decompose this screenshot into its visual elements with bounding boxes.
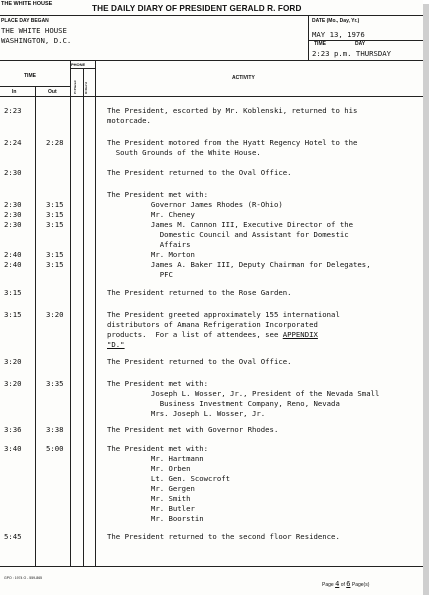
entry-activity-line: The President met with:: [107, 379, 209, 388]
entry-activity-line: Mr. Butler: [107, 504, 195, 513]
out-column-header: Out: [48, 89, 57, 95]
header-rule-top: [0, 15, 423, 16]
entry-time-in: 3:20: [4, 357, 22, 366]
entry-time-in: 3:40: [4, 444, 22, 453]
time-column-header: TIME: [24, 73, 36, 79]
entry-activity-line: [107, 340, 125, 351]
time-phone-divider: [70, 60, 71, 566]
entry-activity-line: Lt. Gen. Scowcroft: [107, 474, 231, 483]
entry-activity-line: Domestic Council and Assistant for Domestic: [107, 230, 349, 239]
entry-time-in: 2:30: [4, 200, 22, 209]
gpo-print-code: GPO : 1974 O - 559-865: [4, 576, 43, 580]
entry-activity-line: Mr. Morton: [107, 250, 195, 259]
entry-activity-line: Mr. Boorstin: [107, 514, 204, 523]
of-word: of: [340, 582, 345, 588]
header-rule-bottom: [0, 60, 423, 61]
place-label: PLACE DAY BEGAN: [1, 18, 49, 24]
entry-time-out: 5:00: [46, 444, 64, 453]
activity-column-header: ACTIVITY: [232, 75, 255, 81]
entry-time-out: 3:15: [46, 220, 64, 229]
entry-activity-line: South Grounds of the White House.: [107, 148, 261, 157]
column-header-rule: [0, 96, 423, 97]
entry-activity-line: The President met with:: [107, 444, 209, 453]
entry-activity-line: The President, escorted by Mr. Koblenski, returned to his: [107, 106, 358, 115]
entry-time-in: 3:20: [4, 379, 22, 388]
date-label: DATE (Mo., Day, Yr.): [312, 18, 360, 24]
attendee-note: products. For a list of attendees, see: [107, 330, 283, 339]
in-column-header: In: [12, 89, 17, 95]
entry-activity-line: PFC: [107, 270, 173, 279]
entry-time-out: 3:35: [46, 379, 64, 388]
entry-time-in: 2:30: [4, 210, 22, 219]
entry-activity-line: The President returned to the second floor Residence.: [107, 532, 340, 541]
diary-title: THE DAILY DIARY OF PRESIDENT GERALD R. FORD: [92, 4, 302, 13]
agency-label: THE WHITE HOUSE: [1, 1, 53, 7]
entry-activity-line: [107, 330, 318, 341]
date-value: MAY 13, 1976: [312, 30, 365, 39]
day-label: DAY: [355, 41, 366, 47]
entry-time-out: 3:15: [46, 260, 64, 269]
entry-activity-line: The President returned to the Oval Office.: [107, 357, 292, 366]
page-total: 6: [346, 580, 351, 588]
in-out-divider: [35, 86, 36, 566]
entry-activity-line: James A. Baker III, Deputy Chairman for Delegates,: [107, 260, 371, 269]
pages-word: Page(s): [351, 582, 370, 588]
entry-time-in: 3:15: [4, 310, 22, 319]
entry-time-out: 3:15: [46, 210, 64, 219]
entry-activity-line: Mrs. Joseph L. Wosser, Jr.: [107, 409, 266, 418]
entry-activity-line: Business Investment Company, Reno, Nevada: [107, 399, 340, 408]
entry-activity-line: Mr. Orben: [107, 464, 191, 473]
entry-activity-line: The President returned to the Oval Office.: [107, 168, 292, 177]
entry-time-in: 5:45: [4, 532, 22, 541]
page-counter: [322, 580, 369, 588]
entry-activity-line: The President met with:: [107, 190, 209, 199]
entry-activity-line: Governor James Rhodes (R-Ohio): [107, 200, 283, 209]
entry-time-in: 3:36: [4, 425, 22, 434]
entry-activity-line: Mr. Hartmann: [107, 454, 204, 463]
placed-label: P=Placed: [73, 80, 77, 94]
appendix-link-letter[interactable]: "D.": [107, 340, 125, 349]
entry-time-in: 2:24: [4, 138, 22, 147]
entry-activity-line: The President returned to the Rose Garden.: [107, 288, 292, 297]
time-label: TIME: [314, 41, 326, 47]
entry-activity-line: Joseph L. Wosser, Jr., President of the Nevada Small: [107, 389, 380, 398]
place-line-1: THE WHITE HOUSE: [1, 26, 67, 35]
entry-time-out: 3:20: [46, 310, 64, 319]
entry-time-out: 3:15: [46, 250, 64, 259]
entry-activity-line: The President greeted approximately 155 international: [107, 310, 340, 319]
entry-activity-line: James M. Cannon III, Executive Director of the: [107, 220, 354, 229]
entry-activity-line: Mr. Smith: [107, 494, 191, 503]
entry-activity-line: Mr. Cheney: [107, 210, 195, 219]
entry-time-in: 2:40: [4, 250, 22, 259]
entry-time-in: 2:23: [4, 106, 22, 115]
page-word: Page: [322, 582, 334, 588]
entry-activity-line: Affairs: [107, 240, 191, 249]
entry-activity-line: motorcade.: [107, 116, 151, 125]
phone-column-header: PHONE: [71, 62, 86, 67]
place-line-2: WASHINGTON, D.C.: [1, 36, 72, 45]
entry-time-in: 2:40: [4, 260, 22, 269]
phone-split-divider: [83, 68, 84, 566]
page-shadow: [423, 4, 429, 595]
received-label: R=Rec'd: [84, 82, 88, 94]
table-bottom-rule: [0, 566, 423, 567]
entry-time-in: 2:30: [4, 168, 22, 177]
entry-time-in: 3:15: [4, 288, 22, 297]
entry-time-out: 2:28: [46, 138, 64, 147]
page-number: 4: [335, 580, 340, 588]
date-box-divider: [308, 15, 309, 60]
entry-activity-line: Mr. Gergen: [107, 484, 195, 493]
entry-time-in: 2:30: [4, 220, 22, 229]
entry-time-out: 3:15: [46, 200, 64, 209]
entry-activity-line: The President motored from the Hyatt Regency Hotel to the: [107, 138, 358, 147]
appendix-link[interactable]: APPENDIX: [282, 330, 318, 339]
entry-activity-line: The President met with Governor Rhodes.: [107, 425, 279, 434]
phone-activity-divider: [95, 60, 96, 566]
entry-activity-line: distributors of Amana Refrigeration Incorporated: [107, 320, 318, 329]
entry-time-out: 3:38: [46, 425, 64, 434]
time-day-value: 2:23 p.m. THURSDAY: [312, 49, 392, 58]
